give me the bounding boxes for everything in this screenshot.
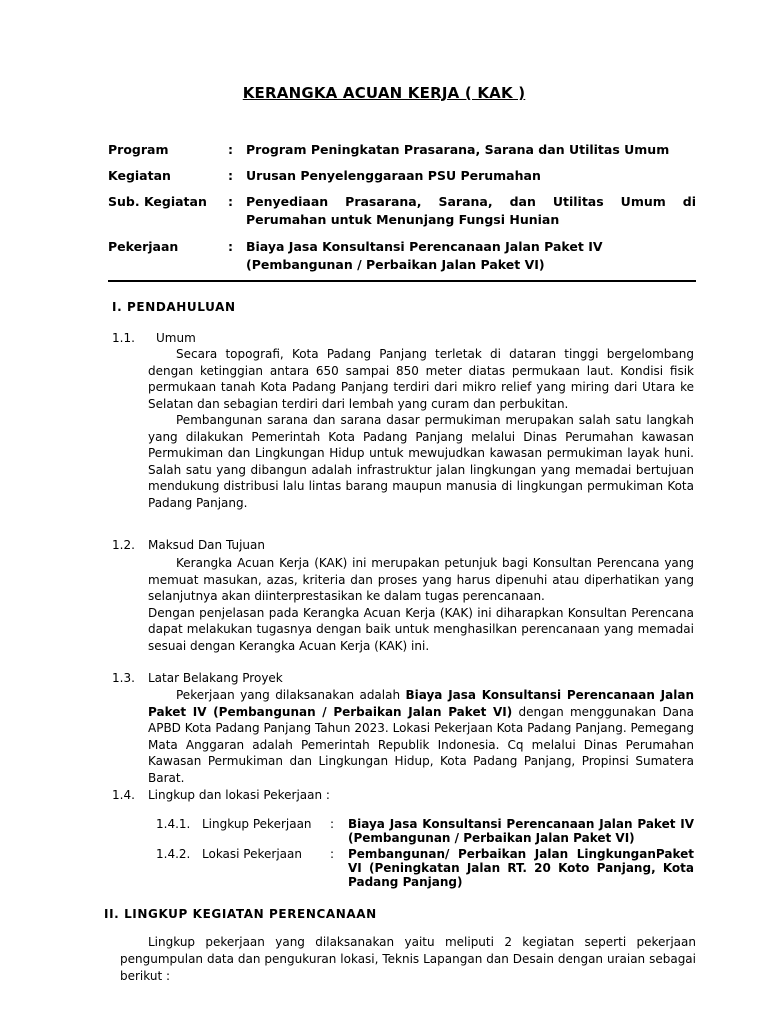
paragraph-text: Pembangunan sarana dan sarana dasar permukiman merupakan salah satu langkah yang dilakukan Pemerintah Kota Padang Panjang melalui Dinas Perumahan kawasan Permukiman dan Lingkungan Hidup untuk mewujudkan kawasan permukiman layak huni. Salah satu yang dibangun adalah infrastruktur jalan lingkungan yang memadai bertujuan mendukung distribusi lalu lintas barang maupun manusia di lingkungan permukiman Kota Padang Panjang. — [148, 413, 694, 510]
paragraph-text: Kerangka Acuan Kerja (KAK) ini merupakan petunjuk bagi Konsultan Perencana yang memuat masukan, azas, kriteria dan proses yang harus dipenuhi atau diperhatikan yang selanjutnya akan diinterprestasikan ke dalam tugas perencanaan. — [148, 556, 694, 603]
item-colon: : — [330, 817, 335, 831]
item-label: Lokasi Pekerjaan — [202, 847, 302, 861]
paragraph-maksud-tujuan — [148, 555, 694, 654]
info-colon: : — [228, 142, 233, 157]
item-colon: : — [330, 847, 335, 861]
info-value-line2: (Pembangunan / Perbaikan Jalan Paket VI) — [246, 257, 545, 272]
subsection-number: 1.2. — [112, 538, 135, 552]
paragraph-text — [148, 687, 694, 786]
info-value — [246, 238, 696, 274]
info-colon: : — [228, 168, 233, 183]
info-value: Penyediaan Prasarana, Sarana, dan Utilitas Umum di Perumahan untuk Menunjang Fungsi Hunian — [246, 194, 696, 227]
info-label: Kegiatan — [108, 168, 171, 183]
paragraph-text: Lingkup pekerjaan yang dilaksanakan yaitu meliputi 2 kegiatan seperti pekerjaan pengumpulan data dan pengukuran lokasi, Teknis Lapangan dan Desain dengan uraian sebagai berikut : — [120, 935, 696, 983]
item-number: 1.4.1. — [156, 817, 191, 831]
item-value: Biaya Jasa Konsultansi Perencanaan Jalan Paket IV (Pembangunan / Perbaikan Jalan Paket VI) — [348, 817, 694, 845]
subsection-label: Lingkup dan lokasi Pekerjaan : — [148, 788, 330, 802]
text-run: dengan menggunakan Dana APBD Kota Padang Panjang Tahun 2023. Lokasi Pekerjaan Kota Padang Panjang. Pemegang Mata Anggaran adalah Pemerintah Republik Indonesia. Cq melalui Dinas Perumahan Kawasan Permukiman dan Lingkungan Hidup, Kota Padang Panjang, Propinsi Sumatera Barat. — [148, 704, 694, 785]
paragraph-lingkup-kegiatan — [120, 934, 696, 985]
info-value: Program Peningkatan Prasarana, Sarana dan Utilitas Umum — [246, 142, 670, 157]
paragraph-latar-belakang — [148, 687, 694, 786]
header-divider — [108, 280, 696, 282]
text-run-bold: Biaya Jasa Konsultansi Perencanaan Jalan Paket IV (Pembangunan / Perbaikan Jalan Paket VI) — [148, 688, 694, 719]
document-title: KERANGKA ACUAN KERJA ( KAK ) — [242, 84, 526, 102]
subsection-number: 1.4. — [112, 788, 135, 802]
subsection-label: Latar Belakang Proyek — [148, 671, 283, 685]
text-run: Pekerjaan yang dilaksanakan adalah — [176, 688, 406, 702]
info-colon: : — [228, 194, 233, 209]
paragraph-umum — [148, 346, 694, 511]
section-heading-lingkup-kegiatan: II. LINGKUP KEGIATAN PERENCANAAN — [104, 907, 377, 921]
subsection-number: 1.1. — [112, 331, 135, 345]
section-heading-pendahuluan: I. PENDAHULUAN — [112, 300, 236, 314]
info-label: Sub. Kegiatan — [108, 194, 207, 209]
info-value-line1: Biaya Jasa Konsultansi Perencanaan Jalan Paket IV — [246, 239, 603, 254]
item-label: Lingkup Pekerjaan — [202, 817, 312, 831]
subsection-label: Umum — [156, 331, 196, 345]
info-colon: : — [228, 239, 233, 254]
subsection-number: 1.3. — [112, 671, 135, 685]
item-number: 1.4.2. — [156, 847, 191, 861]
info-label: Program — [108, 142, 169, 157]
item-value: Pembangunan/ Perbaikan Jalan LingkunganPaket VI (Peningkatan Jalan RT. 20 Koto Panjang, Kota Padang Panjang) — [348, 847, 694, 889]
info-value: Urusan Penyelenggaraan PSU Perumahan — [246, 168, 541, 183]
subsection-label: Maksud Dan Tujuan — [148, 538, 265, 552]
paragraph-text: Dengan penjelasan pada Kerangka Acuan Kerja (KAK) ini diharapkan Konsultan Perencana dapat melakukan tugasnya dengan baik untuk menghasilkan perencanaan yang memadai sesuai dengan Kerangka Acuan Kerja (KAK) ini. — [148, 605, 694, 653]
info-label: Pekerjaan — [108, 239, 179, 254]
paragraph-text: Secara topografi, Kota Padang Panjang terletak di dataran tinggi bergelombang dengan ketinggian antara 650 sampai 850 meter diatas permukaan laut. Kondisi fisik permukaan tanah Kota Padang Panjang terdiri dari mikro relief yang miring dari Utara ke Selatan dan sebagian terdiri dari lembah yang curam dan perbukitan. — [148, 347, 694, 411]
